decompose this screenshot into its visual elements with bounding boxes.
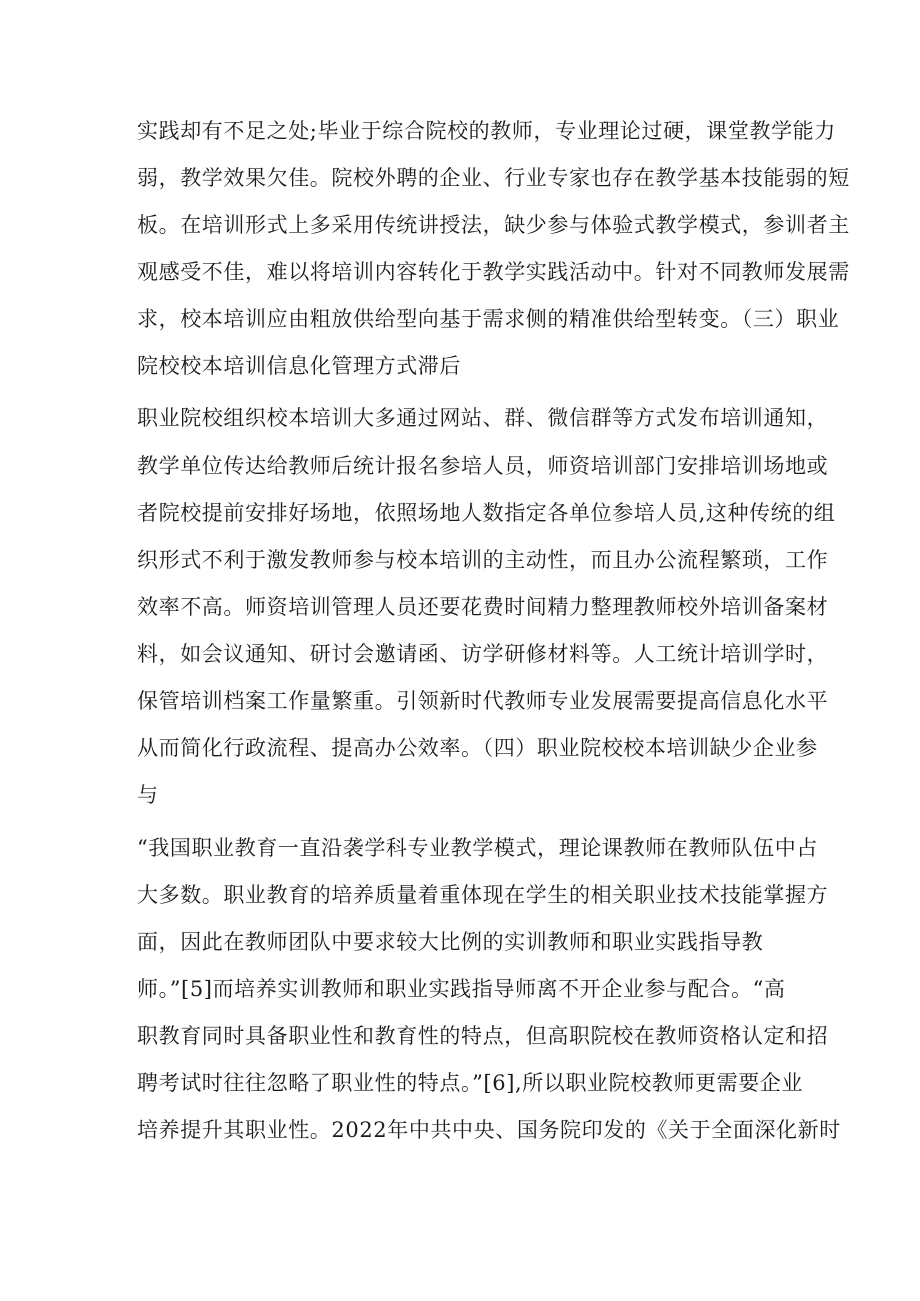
text-line: 职教育同时具备职业性和教育性的特点，但高职院校在教师资格认定和招 [137,1024,829,1048]
text-line: 保管培训档案工作量繁重。引领新时代教师专业发展需要提高信息化水平 [137,689,829,713]
text-line: 板。在培训形式上多采用传统讲授法，缺少参与体验式教学模式，参训者主 [137,213,850,237]
text-line: 求，校本培训应由粗放供给型向基于需求侧的精准供给型转变。（三）职业 [137,307,840,331]
text-line: 教学单位传达给教师后统计报名参培人员，师资培训部门安排培训场地或 [137,454,829,478]
text-line: 与 [137,783,159,807]
text-line: 师。”[5]而培养实训教师和职业实践指导师离不开企业参与配合。“高 [137,977,786,1001]
text-line: 培养提升其职业性。2022年中共中央、国务院印发的《关于全面深化新时 [137,1118,841,1142]
text-line: 实践却有不足之处;毕业于综合院校的教师，专业理论过硬，课堂教学能力 [137,119,836,143]
text-line: 者院校提前安排好场地，依照场地人数指定各单位参培人员,这种传统的组 [137,501,836,525]
text-line: 弱，教学效果欠佳。院校外聘的企业、行业专家也存在教学基本技能弱的短 [137,166,850,190]
text-line: 观感受不佳，难以将培训内容转化于教学实践活动中。针对不同教师发展需 [137,260,850,284]
text-line: 织形式不利于激发教师参与校本培训的主动性，而且办公流程繁琐，工作 [137,548,829,572]
text-line: 聘考试时往往忽略了职业性的特点。”[6],所以职业院校教师更需要企业 [137,1071,804,1095]
text-line: 料，如会议通知、研讨会邀请函、访学研修材料等。人工统计培训学时， [137,642,829,666]
text-line: 从而简化行政流程、提高办公效率。（四）职业院校校本培训缺少企业参 [137,736,818,760]
text-line: 效率不高。师资培训管理人员还要花费时间精力整理教师校外培训备案材 [137,595,829,619]
text-line: 面，因此在教师团队中要求较大比例的实训教师和职业实践指导教 [137,930,764,954]
text-line: 职业院校组织校本培训大多通过网站、群、微信群等方式发布培训通知， [137,406,829,430]
text-line: “我国职业教育一直沿袭学科专业教学模式，理论课教师在教师队伍中占 [137,836,818,860]
text-line: 大多数。职业教育的培养质量着重体现在学生的相关职业技术技能掌握方 [137,883,829,907]
text-line: 院校校本培训信息化管理方式滞后 [137,354,461,378]
